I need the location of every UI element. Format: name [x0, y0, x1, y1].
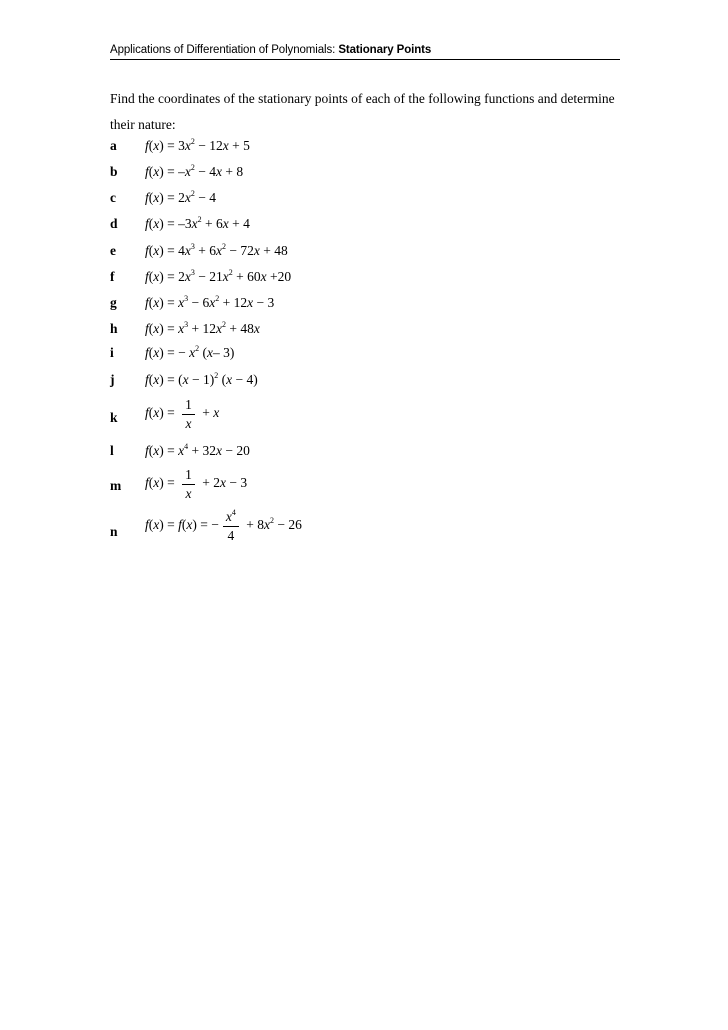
fraction: $\frac{x^4}{4}$ [223, 510, 239, 542]
fraction: $\frac{1}{x}$ [182, 468, 195, 500]
function-expression: $f(x) = (x - 1)^2$ (x − 4) [145, 371, 258, 387]
question-letter: d [110, 216, 118, 231]
function-expression: $f(x) = -3x^2 + 6x + 4$ [145, 215, 250, 231]
question-letter: h [110, 321, 118, 336]
function-expression: $f(x) = 4x^3 + 6x^2 - 72x + 48$ [145, 242, 288, 258]
function-expression: $f(x) = x^3 + 12x^2 + 48x$ [145, 320, 260, 336]
question-letter: m [110, 478, 122, 493]
function-expression: $f(x) = x^3 - 6x^2 + 12x - 3$ [145, 294, 275, 310]
header-prefix: Applications of Differentiation of Polynomials: [110, 44, 339, 56]
question-letter: c [110, 190, 116, 205]
function-expression: $f(x) = 2x^3 - 21x^2 + 60x +20$ [145, 268, 292, 284]
question-letter: i [110, 345, 114, 360]
question-letter: e [110, 243, 116, 258]
fraction-numerator: $x^4$ [223, 510, 239, 527]
function-expression: f(x) = $\frac{1}{x}$ + x [145, 397, 220, 431]
header-topic: Stationary Points [338, 44, 432, 56]
function-expression: $f(x) = x^4 + 32x - 20$ [145, 442, 250, 458]
function-expression: $f(x) = 2x^2 - 4$ [145, 189, 216, 205]
instructions: Find the coordinates of the stationary points of each of the following functions and determine their nature: [110, 91, 615, 132]
question-letter: k [110, 410, 118, 425]
header-rule [110, 59, 620, 60]
function-expression: $f(x) = 3x^2 - 12x + 5$ [145, 137, 250, 153]
question-letter: j [110, 372, 115, 387]
running-header [110, 44, 620, 56]
question-letter: l [110, 443, 114, 458]
function-expression: $f(x) = -x^2 - 4x + 8$ [145, 163, 244, 179]
question-letter: b [110, 164, 118, 179]
function-expression: f(x) = − $x^2$ (x– 3) [145, 344, 235, 360]
question-letter: g [110, 295, 117, 310]
function-expression: f(x) = f(x) = − $\frac{x^4}{4}$ + $8x^2 - 26$ [145, 508, 302, 543]
question-letter: a [110, 138, 117, 153]
question-letter: f [110, 269, 115, 284]
question-letter: n [110, 524, 118, 539]
function-expression: f(x) = $\frac{1}{x}$ + 2x − 3 [145, 467, 248, 501]
fraction: $\frac{1}{x}$ [182, 398, 195, 430]
